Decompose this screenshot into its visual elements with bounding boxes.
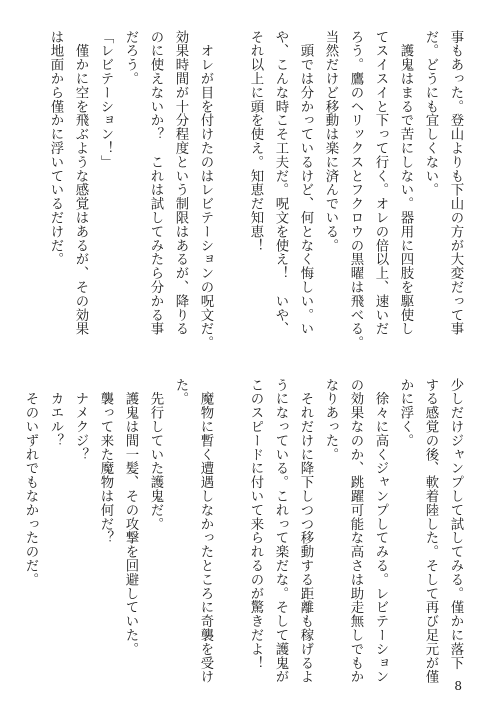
text-line: ナメクジ？ bbox=[73, 378, 88, 462]
text-line: 少しだけジャンプして試してみる。僅かに落下 bbox=[448, 378, 463, 670]
text-line: オレが目を付けたのはレビテーションの呪文だ。 bbox=[198, 30, 213, 350]
text-line bbox=[218, 30, 243, 330]
text-line: 事もあった。登山よりも下山の方が大変だって事 bbox=[448, 30, 463, 336]
text-line: かに浮く。 bbox=[398, 378, 413, 448]
text-line: は地面から僅かに浮いているだけだ。 bbox=[48, 30, 63, 267]
text-line: の効果なのか、跳躍可能な高さは助走無しでもか bbox=[348, 378, 363, 684]
text-line: カエル？ bbox=[48, 378, 63, 448]
text-line: ろう。鷹のヘリックスとフクロウの黒曜は飛べる。 bbox=[348, 30, 363, 350]
page-number: 8 bbox=[454, 679, 462, 693]
text-line: だ。どうにも宜しくない。 bbox=[423, 30, 438, 197]
text-line: 先行していた護鬼だ。 bbox=[148, 378, 163, 531]
text-line: 僅かに空を飛ぶような感覚はあるが、その効果 bbox=[73, 30, 88, 336]
text-line: のに使えないか？ これは試してみたら分かる事 bbox=[148, 30, 163, 336]
text-line: そのいずれでもなかったのだ。 bbox=[23, 378, 38, 587]
text-line: うになっている。これって楽だな。そして護鬼が bbox=[273, 378, 288, 684]
lower-text-column bbox=[18, 378, 468, 684]
text-line: それだけに降下しつつ移動する距離も稼げるよ bbox=[298, 378, 313, 684]
text-line: 護鬼は間一髪、その攻撃を回避していた。 bbox=[123, 378, 138, 656]
text-line: 「レビテーション！」 bbox=[98, 30, 113, 169]
text-line: てスイスイと下って行く。オレの倍以上、速いだ bbox=[373, 30, 388, 336]
text-line: 護鬼はまるで苦にしない。器用に四肢を駆使し bbox=[398, 30, 413, 336]
text-line: このスピードに付いて来られるのが驚きだよ！ bbox=[248, 378, 263, 670]
text-line: する感覚の後、軟着陸した。そして再び足元が僅 bbox=[423, 378, 438, 684]
text-line: や、こんな時こそ工夫だ。呪文を使え！ いや、 bbox=[273, 30, 288, 336]
text-line: 徐々に高くジャンプしてみる。レビテーション bbox=[373, 378, 388, 684]
text-line bbox=[218, 378, 243, 678]
text-line: 魔物に暫く遭遇しなかったところに奇襲を受け bbox=[198, 378, 213, 684]
text-line: 効果時間が十分程度という制限はあるが、降りる bbox=[173, 30, 188, 336]
text-line: だろう。 bbox=[123, 30, 138, 86]
text-line: それ以上に頭を使え。知恵だ知恵！ bbox=[248, 30, 263, 253]
text-line: なりあった。 bbox=[323, 378, 338, 462]
upper-text-column bbox=[43, 30, 468, 350]
text-line: 当然だけど移動は楽に済んでいる。 bbox=[323, 30, 338, 253]
text-line: た。 bbox=[173, 378, 188, 406]
text-line: 襲って来た魔物は何だ？ bbox=[98, 378, 113, 545]
text-line: 頭では分かっているけど、何となく悔しい。い bbox=[298, 30, 313, 336]
